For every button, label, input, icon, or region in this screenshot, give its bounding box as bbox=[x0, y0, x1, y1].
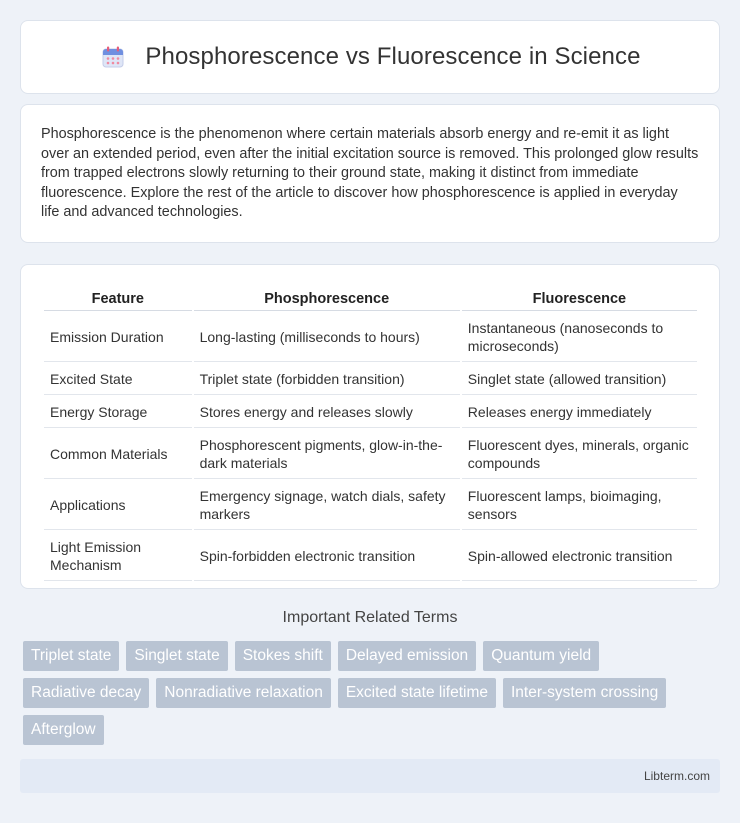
table-row bbox=[44, 532, 697, 581]
table-cell-phosphorescence: Triplet state (forbidden transition) bbox=[194, 364, 460, 395]
table-cell-fluorescence: Instantaneous (nanoseconds to microseconds) bbox=[462, 313, 697, 362]
table-cell-fluorescence: Fluorescent lamps, bioimaging, sensors bbox=[462, 481, 697, 530]
table-cell-feature: Excited State bbox=[44, 364, 192, 395]
footer-site-link[interactable]: Libterm.com bbox=[643, 769, 710, 783]
column-header-phosphorescence: Phosphorescence bbox=[194, 287, 460, 311]
table-cell-fluorescence: Releases energy immediately bbox=[462, 397, 697, 428]
related-term-tag[interactable]: Stokes shift bbox=[235, 641, 331, 671]
related-term-tag[interactable]: Inter-system crossing bbox=[503, 678, 666, 708]
table-row bbox=[44, 364, 697, 395]
comparison-table-card bbox=[20, 264, 720, 589]
table-row bbox=[44, 397, 697, 428]
header-card bbox=[20, 20, 720, 94]
footer bbox=[20, 759, 720, 793]
column-header-fluorescence: Fluorescence bbox=[462, 287, 697, 311]
related-term-tag[interactable]: Afterglow bbox=[23, 715, 104, 745]
table-cell-phosphorescence: Long-lasting (milliseconds to hours) bbox=[194, 313, 460, 362]
table-cell-fluorescence: Spin-allowed electronic transition bbox=[462, 532, 697, 581]
related-terms-title: Important Related Terms bbox=[282, 609, 458, 626]
table-header-row bbox=[44, 287, 697, 311]
table-cell-feature: Common Materials bbox=[44, 430, 192, 479]
table-cell-feature: Light Emission Mechanism bbox=[44, 532, 192, 581]
table-row bbox=[44, 430, 697, 479]
related-terms-list bbox=[23, 641, 713, 745]
table-cell-fluorescence: Fluorescent dyes, minerals, organic compounds bbox=[462, 430, 697, 479]
intro-paragraph: Phosphorescence is the phenomenon where certain materials absorb energy and re-emit it as light over an extended period, even after the initial excitation source is removed. This prolonged glow results from trapped electrons slowly returning to their ground state, making it distinct from immediate fluorescence. Explore the rest of the article to discover how phosphorescence is applied in everyday life and advanced technologies. bbox=[41, 126, 699, 221]
related-term-tag[interactable]: Singlet state bbox=[126, 641, 227, 671]
column-header-feature: Feature bbox=[44, 287, 192, 311]
related-term-tag[interactable]: Excited state lifetime bbox=[338, 678, 496, 708]
table-cell-feature: Emission Duration bbox=[44, 313, 192, 362]
table-cell-phosphorescence: Stores energy and releases slowly bbox=[194, 397, 460, 428]
page-title: Phosphorescence vs Fluorescence in Science bbox=[145, 43, 641, 70]
table-cell-feature: Applications bbox=[44, 481, 192, 530]
header bbox=[99, 43, 640, 71]
related-term-tag[interactable]: Delayed emission bbox=[338, 641, 476, 671]
comparison-table bbox=[42, 285, 699, 583]
table-row bbox=[44, 481, 697, 530]
table-row bbox=[44, 313, 697, 362]
related-term-tag[interactable]: Nonradiative relaxation bbox=[156, 678, 331, 708]
table-cell-phosphorescence: Phosphorescent pigments, glow-in-the-dark materials bbox=[194, 430, 460, 479]
related-term-tag[interactable]: Triplet state bbox=[23, 641, 119, 671]
table-cell-fluorescence: Singlet state (allowed transition) bbox=[462, 364, 697, 395]
table-cell-phosphorescence: Spin-forbidden electronic transition bbox=[194, 532, 460, 581]
table-cell-phosphorescence: Emergency signage, watch dials, safety markers bbox=[194, 481, 460, 530]
intro-card bbox=[20, 104, 720, 243]
calendar-icon bbox=[99, 43, 127, 71]
table-cell-feature: Energy Storage bbox=[44, 397, 192, 428]
related-term-tag[interactable]: Quantum yield bbox=[483, 641, 599, 671]
related-term-tag[interactable]: Radiative decay bbox=[23, 678, 149, 708]
